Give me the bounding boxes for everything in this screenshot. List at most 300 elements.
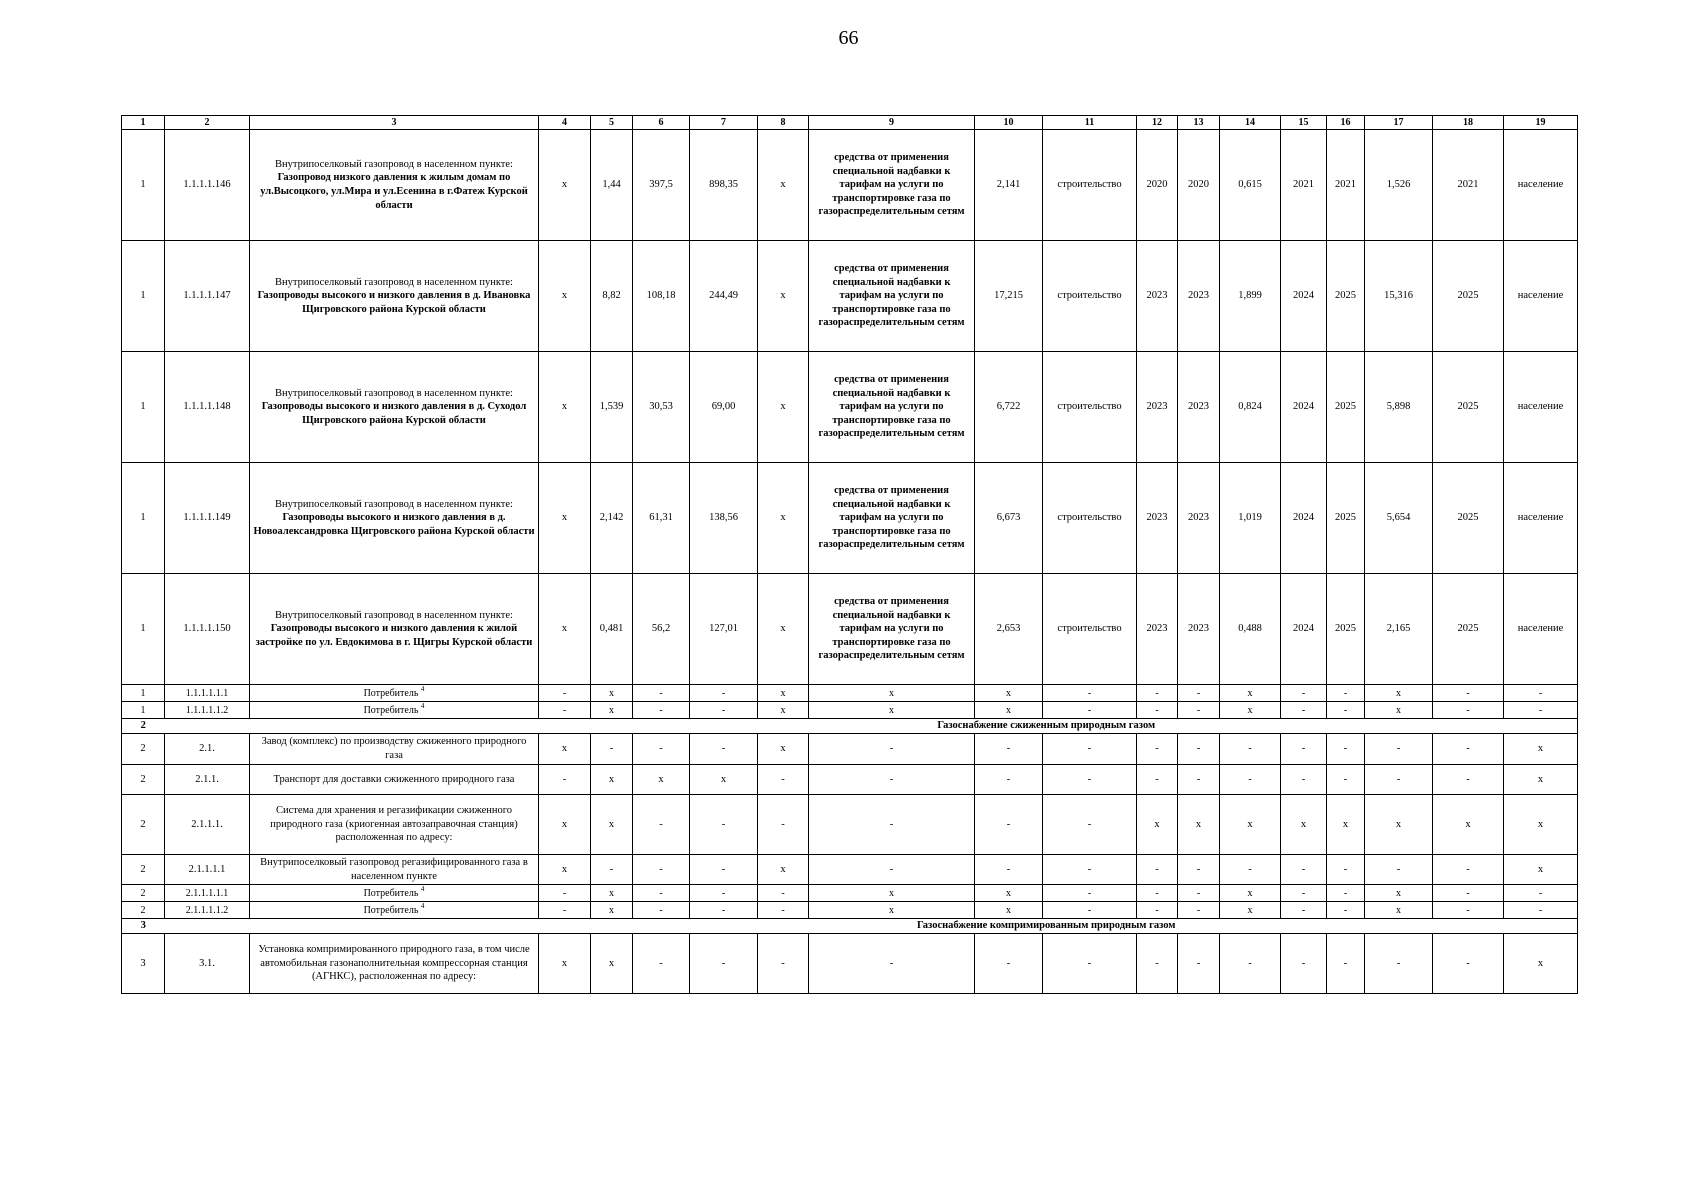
table-cell: - (1220, 855, 1281, 885)
table-cell: - (1504, 885, 1578, 902)
table-cell: 30,53 (633, 352, 690, 463)
consumer-name (250, 902, 539, 919)
table-cell: x (758, 463, 809, 574)
table-cell: x (758, 574, 809, 685)
table-cell: x (1220, 902, 1281, 919)
object-name (250, 241, 539, 352)
object-name (250, 130, 539, 241)
object-name: Завод (комплекс) по производству сжиженного природного газа (250, 734, 539, 765)
item-code: 2.1.1.1.1.1 (165, 885, 250, 902)
table-cell: 2025 (1327, 241, 1365, 352)
table-cell: 6,722 (975, 352, 1043, 463)
table-row (122, 855, 1578, 885)
column-header: 9 (809, 116, 975, 130)
column-header: 7 (690, 116, 758, 130)
table-cell: x (539, 795, 591, 855)
table-cell: - (1365, 765, 1433, 795)
table-cell: 2,142 (591, 463, 633, 574)
table-row (122, 685, 1578, 702)
table-cell: x (758, 352, 809, 463)
consumer-label: Потребитель (363, 687, 419, 699)
table-cell: - (975, 765, 1043, 795)
column-header: 18 (1433, 116, 1504, 130)
table-cell: - (1433, 702, 1504, 719)
table-cell: 2024 (1281, 574, 1327, 685)
table-cell: - (633, 702, 690, 719)
table-cell: - (1327, 685, 1365, 702)
item-code: 2.1.1.1.1.2 (165, 902, 250, 919)
table-cell: 2023 (1137, 352, 1178, 463)
section-title: Газоснабжение компримированным природным газом (165, 919, 1578, 934)
consumer-label: Потребитель (363, 704, 419, 716)
table-cell: 1 (122, 241, 165, 352)
table-cell: - (633, 934, 690, 994)
table-cell: - (1281, 885, 1327, 902)
table-cell: - (1043, 885, 1137, 902)
table-cell: x (1220, 795, 1281, 855)
table-cell: - (1281, 934, 1327, 994)
object-intro: Внутрипоселковый газопровод в населенном пункте: (275, 158, 513, 170)
item-code: 1.1.1.1.148 (165, 352, 250, 463)
column-header: 17 (1365, 116, 1433, 130)
table-cell: 2025 (1433, 463, 1504, 574)
table-cell: 5,898 (1365, 352, 1433, 463)
table-cell: x (1137, 795, 1178, 855)
gas-supply-table (121, 115, 1578, 994)
table-cell: 2 (122, 765, 165, 795)
item-code: 1.1.1.1.1.1 (165, 685, 250, 702)
consumer-label: Потребитель (363, 904, 419, 916)
table-cell: - (1137, 685, 1178, 702)
column-header: 8 (758, 116, 809, 130)
table-cell: - (758, 765, 809, 795)
table-cell: - (1043, 685, 1137, 702)
table-cell: 1,526 (1365, 130, 1433, 241)
table-cell: - (1327, 702, 1365, 719)
table-cell: 15,316 (1365, 241, 1433, 352)
table-row (122, 702, 1578, 719)
table-cell: x (591, 765, 633, 795)
table-cell: 69,00 (690, 352, 758, 463)
item-code: 2.1.1.1.1 (165, 855, 250, 885)
table-cell: x (1220, 685, 1281, 702)
table-cell: - (1433, 885, 1504, 902)
table-cell: 2024 (1281, 463, 1327, 574)
column-header: 13 (1178, 116, 1220, 130)
table-cell: население (1504, 130, 1578, 241)
consumer-label: Потребитель (363, 887, 419, 899)
section-header-row (122, 719, 1578, 734)
table-cell: x (758, 855, 809, 885)
column-header: 2 (165, 116, 250, 130)
table-cell: x (758, 734, 809, 765)
table-cell: - (1281, 765, 1327, 795)
table-cell: 6,673 (975, 463, 1043, 574)
section-header-row (122, 919, 1578, 934)
table-cell: - (1433, 902, 1504, 919)
table-cell: - (539, 685, 591, 702)
object-name (250, 574, 539, 685)
column-header: 6 (633, 116, 690, 130)
consumer-name (250, 702, 539, 719)
funding-source: средства от применения специальной надбавки к тарифам на услуги по транспортировке газа по газораспределительным сетям (809, 463, 975, 574)
item-code: 2.1.1.1. (165, 795, 250, 855)
table-cell: 2023 (1178, 574, 1220, 685)
funding-source: средства от применения специальной надбавки к тарифам на услуги по транспортировке газа по газораспределительным сетям (809, 130, 975, 241)
column-header: 12 (1137, 116, 1178, 130)
table-cell: x (1220, 885, 1281, 902)
table-cell: - (633, 795, 690, 855)
table-cell: x (591, 885, 633, 902)
table-cell: - (690, 885, 758, 902)
table-cell: x (539, 934, 591, 994)
table-cell: 1,44 (591, 130, 633, 241)
table-cell: строительство (1043, 574, 1137, 685)
table-cell: 2023 (1137, 574, 1178, 685)
item-code: 1.1.1.1.149 (165, 463, 250, 574)
table-cell: - (1365, 855, 1433, 885)
table-cell: - (1043, 934, 1137, 994)
header-row (122, 116, 1578, 130)
table-cell: - (1137, 902, 1178, 919)
column-header: 3 (250, 116, 539, 130)
table-cell: - (758, 902, 809, 919)
table-cell: 2 (122, 795, 165, 855)
table-cell: 1 (122, 702, 165, 719)
table-cell: x (975, 702, 1043, 719)
table-cell: 2025 (1433, 241, 1504, 352)
table-cell: - (690, 902, 758, 919)
funding-source: средства от применения специальной надбавки к тарифам на услуги по транспортировке газа по газораспределительным сетям (809, 574, 975, 685)
table-cell: 1 (122, 685, 165, 702)
object-name: Установка компримированного природного газа, в том числе автомобильная газонаполнительная компрессорная станция (АГНКС), расположенная по адресу: (250, 934, 539, 994)
table-cell: - (1327, 765, 1365, 795)
object-intro: Внутрипоселковый газопровод в населенном пункте: (275, 276, 513, 288)
table-cell: x (758, 130, 809, 241)
column-header: 19 (1504, 116, 1578, 130)
table-cell: x (539, 463, 591, 574)
section-number: 2 (122, 719, 165, 734)
table-cell: x (1365, 702, 1433, 719)
table-cell: - (1137, 734, 1178, 765)
table-cell: x (1365, 685, 1433, 702)
table-cell: 2,165 (1365, 574, 1433, 685)
column-header: 4 (539, 116, 591, 130)
table-cell: - (1178, 934, 1220, 994)
object-name (250, 463, 539, 574)
table-cell: население (1504, 574, 1578, 685)
table-cell: - (690, 934, 758, 994)
table-cell: 1,539 (591, 352, 633, 463)
object-name: Система для хранения и регазификации сжиженного природного газа (криогенная автозаправочная станция) расположенная по адресу: (250, 795, 539, 855)
table-cell: - (1178, 885, 1220, 902)
table-cell: 2023 (1137, 463, 1178, 574)
funding-source: средства от применения специальной надбавки к тарифам на услуги по транспортировке газа по газораспределительным сетям (809, 352, 975, 463)
table-cell: x (1365, 795, 1433, 855)
table-cell: - (758, 934, 809, 994)
table-cell: - (1365, 934, 1433, 994)
table-cell: - (633, 734, 690, 765)
table-cell: x (591, 702, 633, 719)
table-cell: x (1504, 855, 1578, 885)
table-cell: x (539, 574, 591, 685)
table-cell: - (1433, 765, 1504, 795)
table-cell: x (809, 702, 975, 719)
table-cell: - (1281, 855, 1327, 885)
table-cell: - (539, 885, 591, 902)
table-row (122, 795, 1578, 855)
table-cell: x (591, 934, 633, 994)
object-name: Транспорт для доставки сжиженного природного газа (250, 765, 539, 795)
footnote-marker: 4 (420, 701, 425, 710)
table-row (122, 765, 1578, 795)
table-cell: 108,18 (633, 241, 690, 352)
object-title: Газопровод низкого давления к жилым домам по ул.Высоцкого, ул.Мира и ул.Есенина в г.Фатеж Курской области (260, 172, 528, 211)
table-cell: - (1178, 685, 1220, 702)
table-cell: 2021 (1281, 130, 1327, 241)
table-cell: - (1281, 734, 1327, 765)
table-row (122, 241, 1578, 352)
table-cell: 2021 (1327, 130, 1365, 241)
table-cell: - (633, 685, 690, 702)
table-cell: 1 (122, 463, 165, 574)
table-cell: 397,5 (633, 130, 690, 241)
table-cell: 1,019 (1220, 463, 1281, 574)
consumer-name (250, 885, 539, 902)
item-code: 1.1.1.1.1.2 (165, 702, 250, 719)
table-cell: - (1281, 685, 1327, 702)
table-cell: - (1433, 734, 1504, 765)
table-cell: - (1327, 885, 1365, 902)
table-cell: - (1137, 934, 1178, 994)
consumer-name (250, 685, 539, 702)
table-cell: 2025 (1327, 352, 1365, 463)
table-cell: население (1504, 241, 1578, 352)
table-cell: x (1504, 734, 1578, 765)
table-cell: - (1137, 855, 1178, 885)
table-cell: 1 (122, 574, 165, 685)
table-cell: - (1137, 765, 1178, 795)
table-cell: x (975, 685, 1043, 702)
object-title: Газопроводы высокого и низкого давления к жилой застройке по ул. Евдокимова в г. Щигры Курской области (255, 623, 533, 648)
table-cell: 2020 (1178, 130, 1220, 241)
table-cell: 0,824 (1220, 352, 1281, 463)
table-row (122, 934, 1578, 994)
table-cell: строительство (1043, 463, 1137, 574)
table-row (122, 463, 1578, 574)
table-cell: - (809, 795, 975, 855)
column-header: 16 (1327, 116, 1365, 130)
table-cell: 1,899 (1220, 241, 1281, 352)
table-cell: - (1178, 855, 1220, 885)
item-code: 1.1.1.1.146 (165, 130, 250, 241)
column-header: 11 (1043, 116, 1137, 130)
table-cell: - (1137, 702, 1178, 719)
table-cell: - (539, 902, 591, 919)
table-cell: - (633, 885, 690, 902)
table-cell: 2 (122, 885, 165, 902)
table-cell: 1 (122, 352, 165, 463)
table-cell: 2 (122, 734, 165, 765)
table-cell: 2021 (1433, 130, 1504, 241)
table-cell: x (1365, 902, 1433, 919)
column-header: 15 (1281, 116, 1327, 130)
table-cell: - (809, 855, 975, 885)
table-cell: - (1504, 685, 1578, 702)
table-cell: население (1504, 463, 1578, 574)
table-cell: 898,35 (690, 130, 758, 241)
table-cell: - (1433, 855, 1504, 885)
object-title: Газопроводы высокого и низкого давления в д. Ивановка Щигровского района Курской области (257, 290, 531, 315)
table-cell: x (1504, 765, 1578, 795)
footnote-marker: 4 (420, 684, 425, 693)
table-cell: x (809, 902, 975, 919)
table-cell: x (633, 765, 690, 795)
table-body (122, 116, 1578, 994)
table-cell: x (1504, 934, 1578, 994)
table-cell: - (975, 795, 1043, 855)
table-cell: 2,141 (975, 130, 1043, 241)
column-header: 5 (591, 116, 633, 130)
table-cell: - (633, 902, 690, 919)
table-cell: x (975, 902, 1043, 919)
table-cell: x (591, 685, 633, 702)
table-cell: x (539, 352, 591, 463)
table-cell: - (758, 795, 809, 855)
table-cell: - (758, 885, 809, 902)
table-cell: - (539, 702, 591, 719)
object-name: Внутрипоселковый газопровод регазифицированного газа в населенном пункте (250, 855, 539, 885)
table-cell: - (1220, 765, 1281, 795)
table-cell: - (1043, 765, 1137, 795)
object-intro: Внутрипоселковый газопровод в населенном пункте: (275, 609, 513, 621)
table-cell: - (633, 855, 690, 885)
table-cell: - (591, 734, 633, 765)
column-header: 1 (122, 116, 165, 130)
table-cell: 17,215 (975, 241, 1043, 352)
table-cell: x (539, 734, 591, 765)
table-cell: - (809, 765, 975, 795)
table-cell: - (809, 934, 975, 994)
table-cell: 2023 (1178, 241, 1220, 352)
table-cell: - (690, 685, 758, 702)
table-cell: x (809, 885, 975, 902)
table-cell: 2023 (1137, 241, 1178, 352)
table-cell: x (809, 685, 975, 702)
table-cell: - (1178, 902, 1220, 919)
table-row (122, 885, 1578, 902)
table-cell: 2020 (1137, 130, 1178, 241)
table-cell: - (1043, 902, 1137, 919)
object-title: Газопроводы высокого и низкого давления в д. Новоалександровка Щигровского района Курской области (253, 512, 535, 537)
footnote-marker: 4 (420, 884, 425, 893)
table-cell: x (1220, 702, 1281, 719)
table-cell: x (975, 885, 1043, 902)
table-cell: - (975, 855, 1043, 885)
table-cell: - (975, 934, 1043, 994)
section-number: 3 (122, 919, 165, 934)
table-cell: - (809, 734, 975, 765)
table-cell: 2023 (1178, 463, 1220, 574)
table-cell: - (539, 765, 591, 795)
table-cell: x (539, 130, 591, 241)
table-cell: 5,654 (1365, 463, 1433, 574)
object-name (250, 352, 539, 463)
table-cell: - (690, 855, 758, 885)
table-cell: - (1433, 685, 1504, 702)
item-code: 3.1. (165, 934, 250, 994)
table-cell: - (690, 702, 758, 719)
table-cell: - (1178, 765, 1220, 795)
table-cell: - (1137, 885, 1178, 902)
table-cell: x (1504, 795, 1578, 855)
table-cell: x (591, 795, 633, 855)
table-cell: x (1327, 795, 1365, 855)
object-title: Газопроводы высокого и низкого давления в д. Суходол Щигровского района Курской области (261, 401, 527, 426)
table-cell: - (975, 734, 1043, 765)
table-cell: - (1043, 702, 1137, 719)
table-row (122, 352, 1578, 463)
table-cell: - (1433, 934, 1504, 994)
table-cell: - (1220, 934, 1281, 994)
table-cell: - (1281, 902, 1327, 919)
table-cell: строительство (1043, 130, 1137, 241)
table-cell: 2024 (1281, 352, 1327, 463)
table-cell: 2,653 (975, 574, 1043, 685)
table-cell: x (758, 685, 809, 702)
table-cell: 61,31 (633, 463, 690, 574)
table-cell: - (1327, 734, 1365, 765)
column-header: 14 (1220, 116, 1281, 130)
table-cell: x (758, 241, 809, 352)
table-cell: 2025 (1433, 574, 1504, 685)
table-cell: 2 (122, 855, 165, 885)
table-cell: x (1365, 885, 1433, 902)
table-cell: x (1433, 795, 1504, 855)
table-cell: 0,488 (1220, 574, 1281, 685)
item-code: 1.1.1.1.147 (165, 241, 250, 352)
table-cell: строительство (1043, 241, 1137, 352)
funding-source: средства от применения специальной надбавки к тарифам на услуги по транспортировке газа по газораспределительным сетям (809, 241, 975, 352)
table-row (122, 902, 1578, 919)
table-cell: x (1178, 795, 1220, 855)
table-cell: x (758, 702, 809, 719)
table-cell: - (690, 734, 758, 765)
table-cell: 0,481 (591, 574, 633, 685)
table-cell: строительство (1043, 352, 1137, 463)
table-cell: - (1043, 734, 1137, 765)
table-cell: - (1327, 934, 1365, 994)
object-intro: Внутрипоселковый газопровод в населенном пункте: (275, 498, 513, 510)
table-cell: - (690, 795, 758, 855)
table-cell: - (1327, 902, 1365, 919)
table-cell: 2025 (1327, 463, 1365, 574)
table-cell: x (591, 902, 633, 919)
table-cell: x (690, 765, 758, 795)
table-cell: - (1281, 702, 1327, 719)
table-cell: 2025 (1433, 352, 1504, 463)
table-cell: - (591, 855, 633, 885)
object-intro: Внутрипоселковый газопровод в населенном пункте: (275, 387, 513, 399)
table-cell: - (1504, 702, 1578, 719)
table-cell: - (1365, 734, 1433, 765)
table-cell: - (1178, 702, 1220, 719)
table-cell: 127,01 (690, 574, 758, 685)
table-cell: x (539, 241, 591, 352)
table-cell: 2024 (1281, 241, 1327, 352)
table-cell: - (1327, 855, 1365, 885)
page-number: 66 (838, 27, 859, 49)
